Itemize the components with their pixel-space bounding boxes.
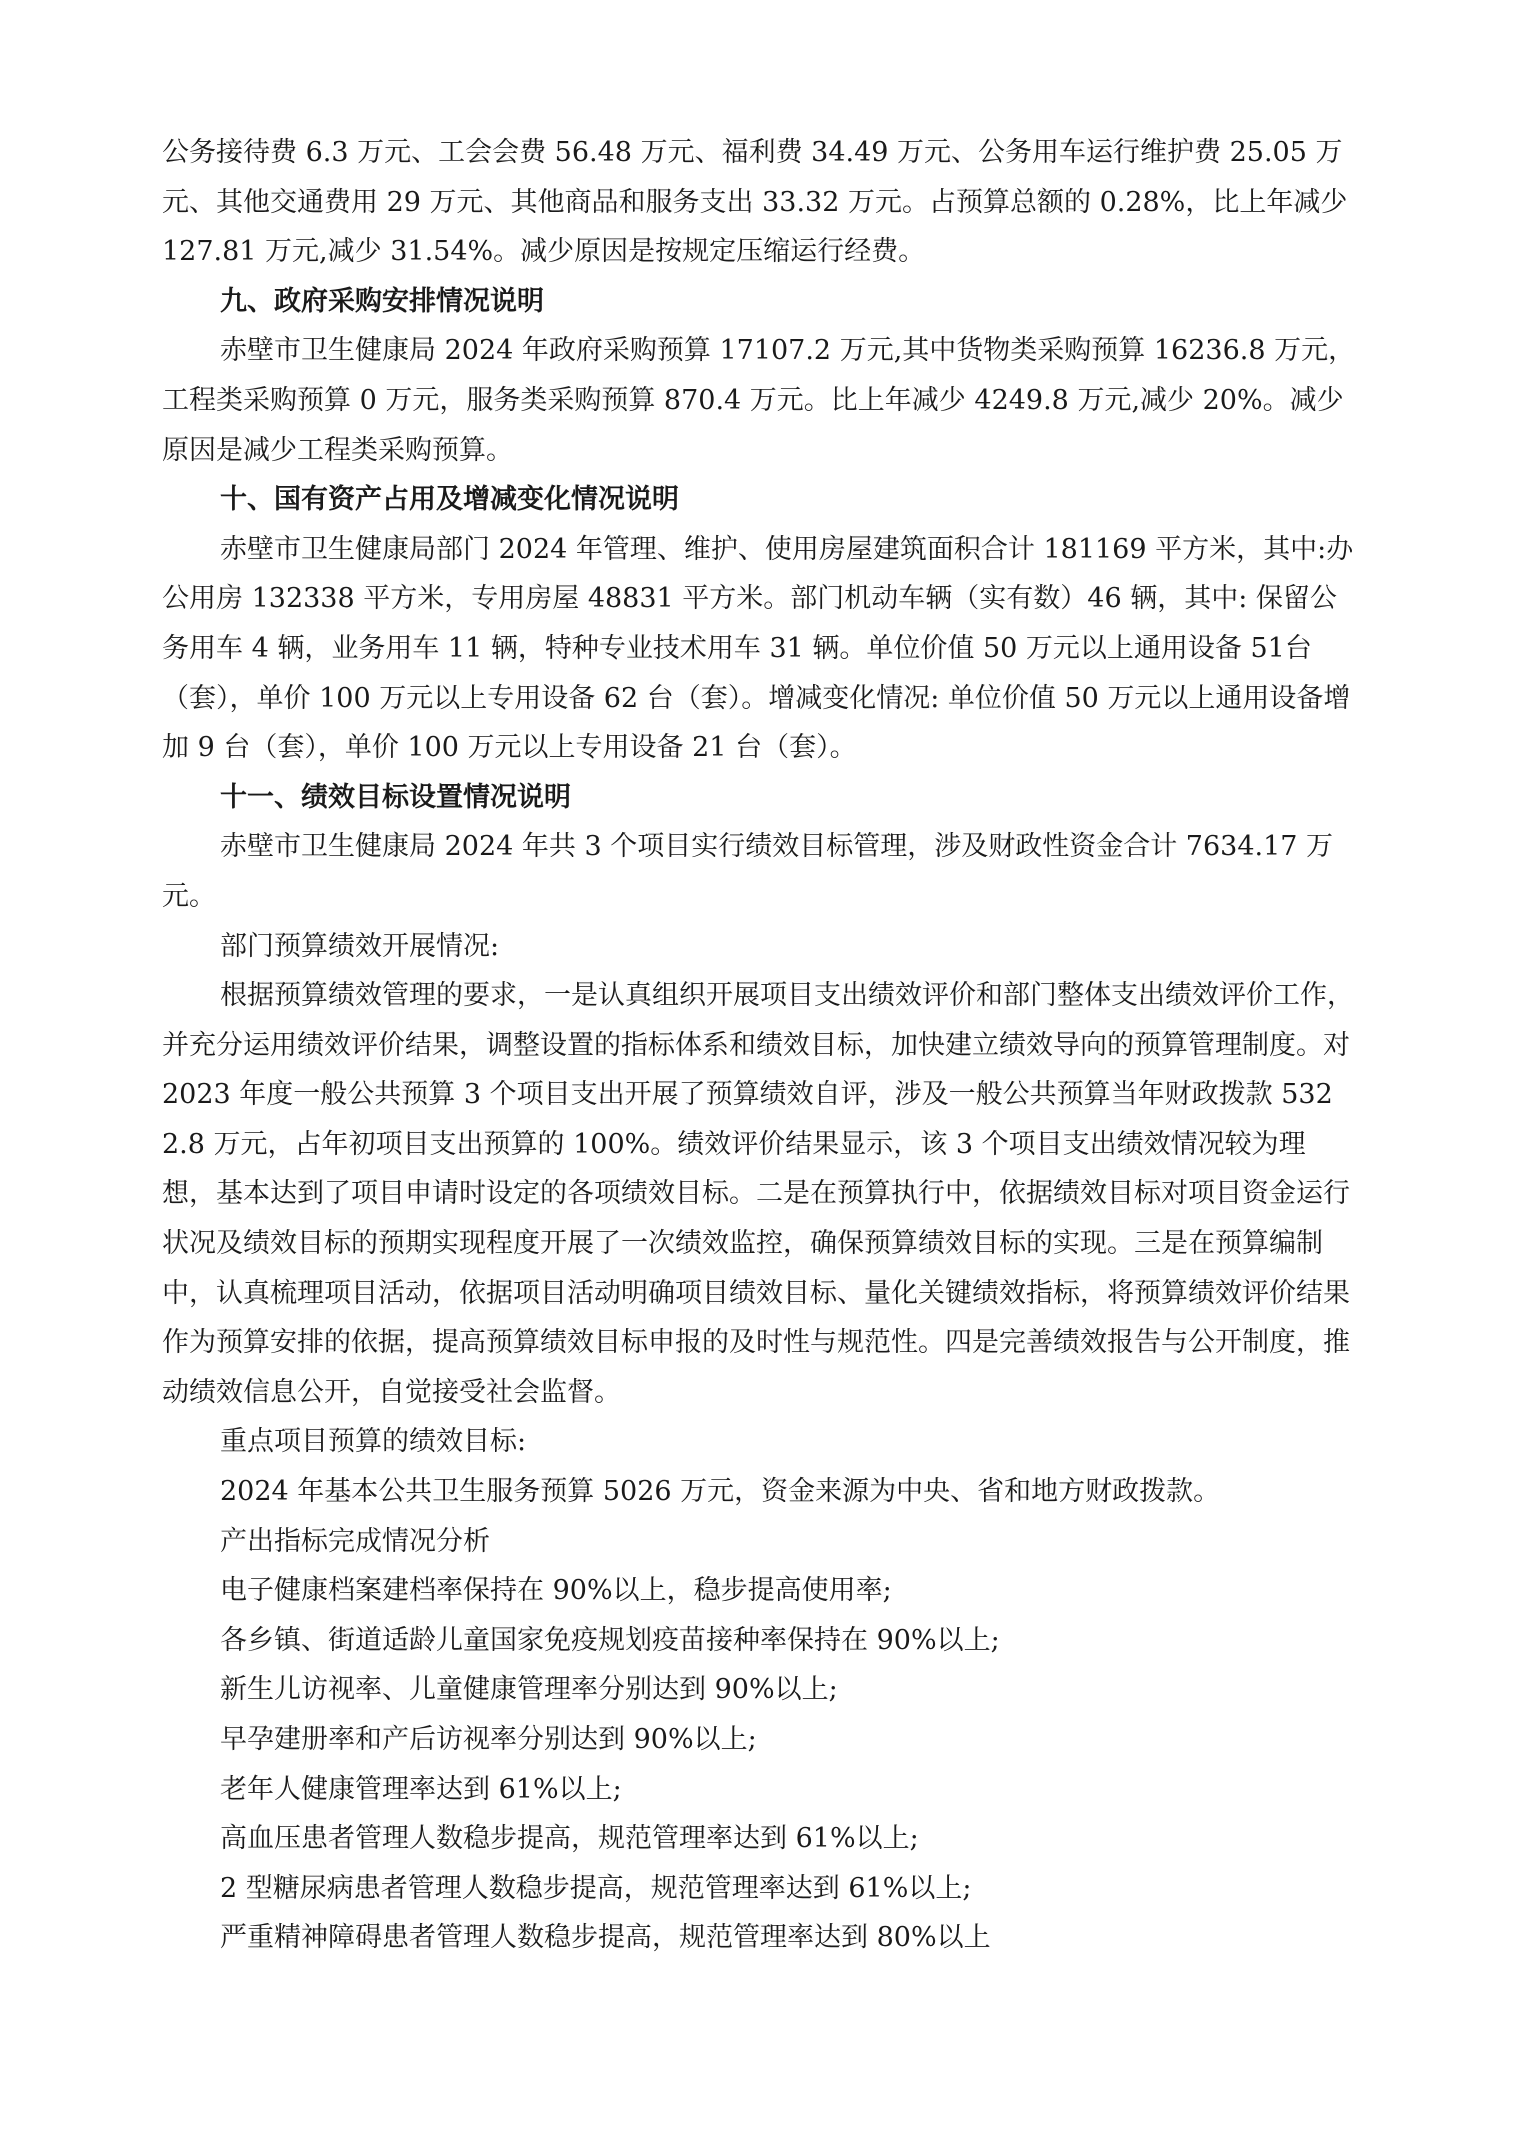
continuation-paragraph: 公务接待费 6.3 万元、工会会费 56.48 万元、福利费 34.49 万元、公务用车运行维护费 25.05 万元、其他交通费用 29 万元、其他商品和服务支出 33.32 万元。占预算总额的 0.28%，比上年减少 127.81 万元,减少 31.54%。减少原因是按规定压缩运行经费。 [162, 137, 1348, 268]
budget-performance-body: 根据预算绩效管理的要求，一是认真组织开展项目支出绩效评价和部门整体支出绩效评价工作，并充分运用绩效评价结果，调整设置的指标体系和绩效目标，加快建立绩效导向的预算管理制度。对 2023 年度一般公共预算 3 个项目支出开展了预算绩效自评，涉及一般公共预算当年财政拨款 5322.8 万元，占年初项目支出预算的 100%。绩效评价结果显示，该 3 个项目支出绩效情况较为理想，基本达到了项目申请时设定的各项绩效目标。二是在预算执行中，依据绩效目标对项目资金运行状况及绩效目标的预期实现程度开展了一次绩效监控，确保预算绩效目标的实现。三是在预算编制中，认真梳理项目活动，依据项目活动明确项目绩效目标、量化关键绩效指标，将预算绩效评价结果作为预算安排的依据，提高预算绩效目标申报的及时性与规范性。四是完善绩效报告与公开制度，推动绩效信息公开，自觉接受社会监督。 [162, 980, 1354, 1408]
section-9-heading: 九、政府采购安排情况说明 [220, 285, 544, 317]
indicator-item: 老年人健康管理率达到 61%以上; [220, 1773, 622, 1805]
section-10-body: 赤壁市卫生健康局部门 2024 年管理、维护、使用房屋建筑面积合计 181169 平方米，其中:办公用房 132338 平方米，专用房屋 48831 平方米。部门机动车辆（实有数）46 辆，其中: 保留公务用车 4 辆，业务用车 11 辆，特种专业技术用车 31 辆。单位价值 50 万元以上通用设备 51台（套），单价 100 万元以上专用设备 62 台（套）。增减变化情况: 单位价值 50 万元以上通用设备增加 9 台（套），单价 100 万元以上专用设备 21 台（套）。 [162, 533, 1354, 764]
output-indicator-subheading: 产出指标完成情况分析 [220, 1525, 490, 1557]
indicator-item: 早孕建册率和产后访视率分别达到 90%以上; [220, 1724, 757, 1755]
indicator-item: 新生儿访视率、儿童健康管理率分别达到 90%以上; [220, 1674, 838, 1706]
budget-performance-subheading: 部门预算绩效开展情况: [220, 930, 500, 962]
key-project-subheading: 重点项目预算的绩效目标: [220, 1426, 527, 1458]
section-11-heading: 十一、绩效目标设置情况说明 [220, 781, 571, 813]
section-9-body: 赤壁市卫生健康局 2024 年政府采购预算 17107.2 万元,其中货物类采购预算 16236.8 万元，工程类采购预算 0 万元，服务类采购预算 870.4 万元。比上年减少 4249.8 万元,减少 20%。减少原因是减少工程类采购预算。 [162, 335, 1356, 466]
indicator-item: 各乡镇、街道适龄儿童国家免疫规划疫苗接种率保持在 90%以上; [220, 1624, 1000, 1656]
indicator-item: 电子健康档案建档率保持在 90%以上，稳步提高使用率; [220, 1575, 892, 1607]
section-10-heading: 十、国有资产占用及增减变化情况说明 [220, 484, 679, 516]
indicator-item: 严重精神障碍患者管理人数稳步提高，规范管理率达到 80%以上 [220, 1922, 991, 1954]
indicator-item: 高血压患者管理人数稳步提高，规范管理率达到 61%以上; [220, 1823, 919, 1855]
indicator-item: 2 型糖尿病患者管理人数稳步提高，规范管理率达到 61%以上; [220, 1872, 972, 1904]
key-project-body: 2024 年基本公共卫生服务预算 5026 万元，资金来源为中央、省和地方财政拨款。 [220, 1476, 1221, 1508]
section-11-body: 赤壁市卫生健康局 2024 年共 3 个项目实行绩效目标管理，涉及财政性资金合计 7634.17 万元。 [162, 831, 1334, 912]
